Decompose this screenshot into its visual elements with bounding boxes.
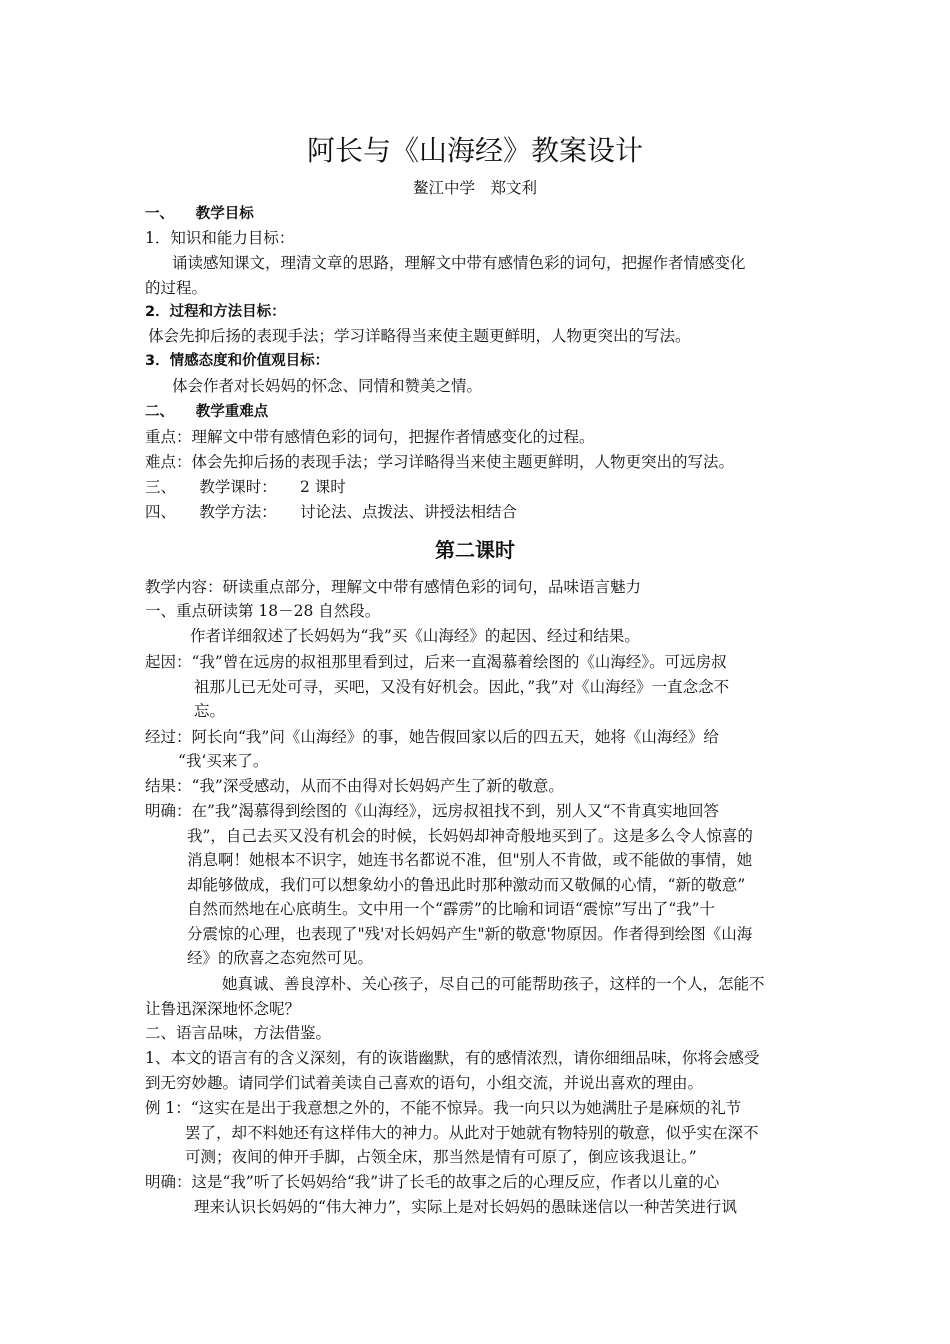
paragraph-line: 一、重点研读第 18－28 自然段。 [145, 602, 381, 620]
paragraph-line: 可测；夜间的伸开手脚，占领全床，那当然是情有可原了，倒应该我退让。” [185, 1148, 697, 1166]
paragraph-line: 到无穷妙趣。请同学们试着美读自己喜欢的语句，小组交流，并说出喜欢的理由。 [145, 1074, 704, 1092]
section-heading-language: 二、语言品味，方法借鉴。 [145, 1024, 332, 1042]
paragraph-line: 罢了，却不料她还有这样伟大的神力。从此对于她就有物特别的敬意，似乎实在深不 [185, 1124, 759, 1142]
paragraph-line: 我”，自己去买又没有机会的时候，长妈妈却神奇般地买到了。这是多么令人惊喜的 [187, 827, 753, 845]
paragraph-line: 她真诚、善良淳朴、关心孩子，尽自己的可能帮助孩子，这样的一个人，怎能不 [222, 975, 765, 993]
paragraph-line: 明确：这是“我”听了长妈妈给“我”讲了长毛的故事之后的心理反应，作者以儿童的心 [145, 1173, 720, 1191]
objective-2-heading: 2．过程和方法目标： [145, 304, 286, 320]
section-heading-objectives: 一、 教学目标 [145, 206, 254, 222]
paragraph-line: 分震惊的心理，也表现了"残'对长妈妈产生"新的敬意'物原因。作者得到绘图《山海 [187, 925, 753, 943]
paragraph-line: 难点：体会先抑后扬的表现手法；学习详略得当来使主题更鲜明，人物更突出的写法。 [145, 453, 735, 471]
section-heading-methods: 四、 教学方法： 讨论法、点拨法、讲授法相结合 [145, 503, 518, 521]
paragraph-line: 明确：在”我”渴慕得到绘图的《山海经》，远房叔祖找不到，别人又“不肯真实地回答 [145, 802, 720, 820]
paragraph-line: 体会作者对长妈妈的怀念、同情和赞美之情。 [172, 377, 483, 395]
paragraph-line: 理来认识长妈妈的“伟大神力”，实际上是对长妈妈的愚昧迷信以一种苦笑进行讽 [194, 1198, 737, 1216]
author-line: 鳌江中学 郑文利 [412, 179, 537, 197]
paragraph-line: 祖那儿已无处可寻，买吧，又没有好机会。因此，”我”对《山海经》一直念念不 [194, 678, 730, 696]
objective-3-heading: 3．情感态度和价值观目标： [145, 353, 330, 369]
document-title: 阿长与《山海经》教案设计 [306, 134, 643, 167]
paragraph-line: 诵读感知课文，理清文章的思路，理解文中带有感情色彩的词句，把握作者情感变化 [172, 254, 746, 272]
paragraph-line: 自然而然地在心底萌生。文中用一个“霹雳”的比喻和词语“震惊”写出了“我”十 [187, 900, 716, 918]
paragraph-line: 重点：理解文中带有感情色彩的词句，把握作者情感变化的过程。 [145, 428, 595, 446]
paragraph-line: 结果：“我”深受感动，从而不由得对长妈妈产生了新的敬意。 [145, 777, 564, 795]
paragraph-line: 教学内容：研读重点部分，理解文中带有感情色彩的词句，品味语言魅力 [145, 578, 642, 596]
paragraph-line: 体会先抑后扬的表现手法；学习详略得当来使主题更鲜明，人物更突出的写法。 [148, 327, 691, 345]
paragraph-line: 1、本文的语言有的含义深刻，有的诙谐幽默，有的感情浓烈，请你细细品味，你将会感受 [145, 1049, 760, 1067]
paragraph-line: 消息啊！她根本不识字，她连书名都说不准，但"别人不肯做，或不能做的事情，她 [187, 851, 753, 869]
paragraph-line: 作者详细叙述了长妈妈为“我”买《山海经》的起因、经过和结果。 [190, 627, 640, 645]
paragraph-line: 却能够做成，我们可以想象幼小的鲁迅此时那种激动而又敬佩的心情，“新的敬意” [187, 876, 746, 894]
paragraph-line: 经》的欣喜之态宛然可见。 [187, 949, 374, 967]
lesson-heading: 第二课时 [435, 538, 515, 562]
paragraph-line: 的过程。 [145, 279, 208, 297]
paragraph-line: 经过：阿长向“我”问《山海经》的事，她告假回家以后的四五天，她将《山海经》给 [145, 728, 719, 746]
section-heading-class-hours: 三、 教学课时： 2 课时 [145, 478, 346, 496]
objective-1-heading: 1．知识和能力目标： [145, 229, 295, 247]
section-heading-key-points: 二、 教学重难点 [145, 404, 269, 420]
paragraph-line: 起因：“我”曾在远房的叔祖那里看到过，后来一直渴慕着绘图的《山海经》。可远房叔 [145, 653, 727, 671]
paragraph-line: “我‘买来了。 [178, 752, 269, 770]
paragraph-line: 让鲁迅深深地怀念呢？ [145, 1000, 301, 1018]
paragraph-line: 例 1：“这实在是出于我意想之外的，不能不惊异。我一向只以为她满肚子是麻烦的礼节 [145, 1099, 742, 1117]
paragraph-line: 忘。 [194, 702, 226, 720]
